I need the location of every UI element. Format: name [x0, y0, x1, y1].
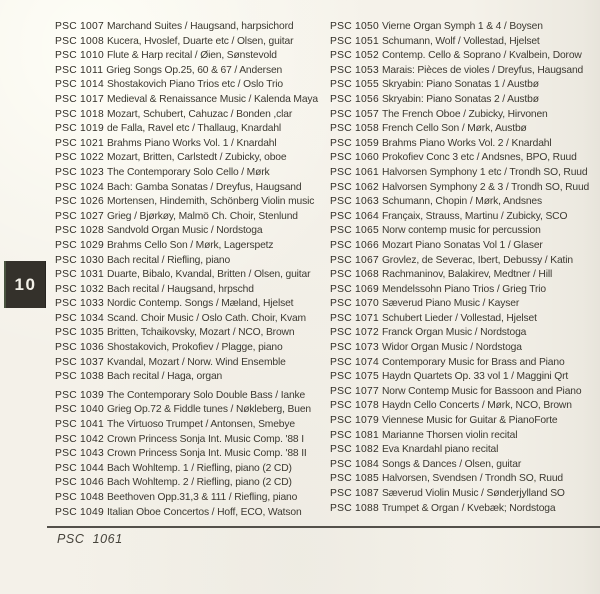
catalog-entry	[330, 64, 589, 79]
catalog-entry	[330, 35, 589, 50]
catalog-code: PSC 1039	[55, 389, 104, 401]
catalog-title: Viennese Music for Guitar & PianoForte	[381, 415, 558, 427]
catalog-code: PSC 1063	[330, 196, 379, 208]
catalog-code: PSC 1028	[55, 225, 104, 237]
catalog-title: The Contemporary Solo Double Bass / Ianke	[106, 389, 306, 401]
footer-divider	[47, 526, 600, 528]
catalog-entry	[330, 20, 589, 35]
catalog-code: PSC 1078	[330, 400, 379, 412]
catalog-entry	[55, 195, 318, 210]
catalog-entry	[330, 181, 589, 196]
catalog-title: Kucera, Hvoslef, Duarte etc / Olsen, guitar	[106, 35, 294, 47]
catalog-title: Halvorsen Symphony 1 etc / Trondh SO, Ruud	[381, 166, 588, 178]
catalog-code: PSC 1055	[330, 79, 379, 91]
catalog-entry	[55, 137, 318, 152]
catalog-title: Widor Organ Music / Nordstoga	[381, 342, 522, 354]
footer-catalog-number: PSC 1061	[57, 532, 123, 546]
catalog-title: Medieval & Renaissance Music / Kalenda Maya	[106, 93, 318, 105]
catalog-title: Italian Oboe Concertos / Hoff, ECO, Watson	[106, 506, 302, 518]
catalog-entry	[55, 370, 318, 385]
catalog-title: Franck Organ Music / Nordstoga	[381, 327, 527, 339]
catalog-code: PSC 1011	[55, 64, 104, 76]
catalog-code: PSC 1043	[55, 448, 104, 460]
catalog-title: Skryabin: Piano Sonatas 1 / Austbø	[381, 79, 539, 91]
catalog-entry	[330, 122, 589, 137]
catalog-title: Prokofiev Conc 3 etc / Andsnes, BPO, Ruud	[381, 152, 577, 164]
catalog-title: Bach recital / Haga, organ	[106, 371, 223, 383]
catalog-entry	[55, 326, 318, 341]
catalog-title: Songs & Dances / Olsen, guitar	[381, 458, 522, 470]
catalog-entry	[330, 399, 589, 414]
catalog-code: PSC 1066	[330, 239, 379, 251]
catalog-title: Crown Princess Sonja Int. Music Comp. '88 II	[106, 448, 307, 460]
catalog-entry	[330, 224, 589, 239]
page-number: 10	[14, 274, 37, 294]
catalog-entry	[55, 93, 318, 108]
catalog-code: PSC 1064	[330, 210, 379, 222]
catalog-entry	[330, 151, 589, 166]
catalog-entry	[55, 356, 318, 371]
page-number-badge	[4, 261, 46, 308]
catalog-title: Skryabin: Piano Sonatas 2 / Austbø	[381, 93, 539, 105]
catalog-entry	[55, 297, 318, 312]
catalog-code: PSC 1088	[330, 502, 379, 514]
catalog-title: Bach recital / Riefling, piano	[106, 254, 231, 266]
catalog-code: PSC 1067	[330, 254, 379, 266]
catalog-code: PSC 1060	[330, 152, 379, 164]
catalog-code: PSC 1062	[330, 181, 379, 193]
catalog-code: PSC 1061	[330, 166, 379, 178]
catalog-entry	[55, 239, 318, 254]
catalog-code: PSC 1087	[330, 488, 379, 499]
catalog-entry	[55, 224, 318, 239]
catalog-code: PSC 1052	[330, 50, 379, 62]
catalog-entry	[330, 283, 589, 298]
catalog-entry	[330, 326, 589, 341]
catalog-code: PSC 1050	[330, 21, 379, 32]
catalog-entry	[55, 64, 318, 79]
catalog-title: Mozart, Schubert, Cahuzac / Bonden ,clar	[106, 108, 293, 120]
catalog-entry	[330, 93, 589, 108]
catalog-code: PSC 1069	[330, 283, 379, 295]
catalog-entry	[330, 472, 589, 487]
catalog-title: Norw contemp music for percussion	[381, 225, 541, 237]
catalog-code: PSC 1058	[330, 123, 379, 135]
catalog-code: PSC 1035	[55, 327, 104, 339]
catalog-code: PSC 1040	[55, 404, 104, 416]
catalog-entry	[330, 268, 589, 283]
catalog-entry	[330, 414, 589, 429]
catalog-title: Mendelssohn Piano Trios / Grieg Trio	[381, 283, 546, 295]
catalog-entry	[330, 49, 589, 64]
catalog-title: Mozart Piano Sonatas Vol 1 / Glaser	[381, 239, 543, 251]
catalog-entry	[55, 49, 318, 64]
catalog-entry	[55, 447, 318, 462]
catalog-entry	[330, 195, 589, 210]
catalog-code: PSC 1077	[330, 385, 379, 397]
catalog-title: Schubert Lieder / Vollestad, Hjelset	[381, 312, 537, 324]
catalog-title: Grovlez, de Severac, Ibert, Debussy / Katin	[381, 254, 573, 266]
catalog-entry	[55, 181, 318, 196]
catalog-title: The French Oboe / Zubicky, Hirvonen	[381, 108, 548, 120]
catalog-code: PSC 1059	[330, 137, 379, 149]
catalog-code: PSC 1033	[55, 298, 104, 310]
catalog-code: PSC 1053	[330, 64, 379, 76]
catalog-title: Brahms Piano Works Vol. 1 / Knardahl	[106, 137, 277, 149]
catalog-title: Grieg Op.72 & Fiddle tunes / Nøkleberg, Buen	[106, 404, 311, 416]
catalog-code: PSC 1082	[330, 444, 379, 456]
catalog-title: Bach: Gamba Sonatas / Dreyfus, Haugsand	[106, 181, 302, 193]
catalog-title: de Falla, Ravel etc / Thallaug, Knardahl	[106, 123, 282, 135]
catalog-code: PSC 1017	[55, 93, 104, 105]
catalog-entry	[330, 429, 589, 444]
catalog-code: PSC 1010	[55, 50, 104, 62]
catalog-entry	[55, 35, 318, 50]
catalog-code: PSC 1046	[55, 477, 104, 489]
catalog-entry	[55, 268, 318, 283]
catalog-entry	[55, 283, 318, 298]
catalog-entry	[330, 458, 589, 473]
catalog-code: PSC 1021	[55, 137, 104, 149]
catalog-entry	[330, 487, 589, 502]
catalog-entry	[55, 210, 318, 225]
catalog-entry	[55, 491, 318, 506]
catalog-code: PSC 1065	[330, 225, 379, 237]
catalog-entry	[330, 78, 589, 93]
catalog-entry	[55, 20, 318, 35]
catalog-title: Flute & Harp recital / Øien, Sønstevold	[106, 50, 277, 62]
catalog-entry	[330, 356, 589, 371]
catalog-title: Bach recital / Haugsand, hrpschd	[106, 283, 254, 295]
catalog-title: Eva Knardahl piano recital	[381, 444, 499, 456]
catalog-code: PSC 1042	[55, 433, 104, 445]
catalog-code: PSC 1081	[330, 429, 379, 441]
catalog-entry	[55, 433, 318, 448]
catalog-code: PSC 1056	[330, 93, 379, 105]
catalog-code: PSC 1048	[55, 492, 104, 503]
catalog-entry	[330, 297, 589, 312]
catalog-title: Grieg Songs Op.25, 60 & 67 / Andersen	[106, 64, 283, 76]
catalog-entry	[330, 341, 589, 356]
catalog-code: PSC 1084	[330, 458, 379, 470]
catalog-title: Marianne Thorsen violin recital	[381, 429, 518, 441]
catalog-code: PSC 1074	[330, 356, 379, 368]
catalog-title: Grieg / Bjørkøy, Malmö Ch. Choir, Stenlund	[106, 210, 298, 222]
catalog-title: French Cello Son / Mørk, Austbø	[381, 123, 527, 135]
catalog-title: Bach Wohltemp. 1 / Riefling, piano (2 CD)	[106, 462, 292, 474]
catalog-code: PSC 1051	[330, 35, 379, 47]
catalog-title: Brahms Cello Son / Mørk, Lagerspetz	[106, 239, 274, 251]
catalog-entry	[55, 506, 318, 521]
catalog-title: Scand. Choir Music / Oslo Cath. Choir, Kvam	[106, 312, 306, 324]
catalog-code: PSC 1038	[55, 371, 104, 383]
catalog-code: PSC 1073	[330, 342, 379, 354]
catalog-title: Mozart, Britten, Carlstedt / Zubicky, oboe	[106, 152, 287, 164]
catalog-code: PSC 1085	[330, 473, 379, 485]
catalog-entry	[330, 312, 589, 327]
catalog-code: PSC 1023	[55, 166, 104, 178]
catalog-title: Contemporary Music for Brass and Piano	[381, 356, 565, 368]
catalog-title: Schumann, Wolf / Vollestad, Hjelset	[381, 35, 540, 47]
catalog-code: PSC 1068	[330, 269, 379, 281]
catalog-entry	[55, 108, 318, 123]
catalog-code: PSC 1031	[55, 269, 104, 281]
catalog-title: Shostakovich Piano Trios etc / Oslo Trio	[106, 79, 283, 91]
catalog-title: Shostakovich, Prokofiev / Plagge, piano	[106, 342, 283, 354]
catalog-title: The Contemporary Solo Cello / Mørk	[106, 166, 270, 178]
catalog-entry	[55, 122, 318, 137]
catalog-code: PSC 1026	[55, 196, 104, 208]
catalog-title: Halvorsen Symphony 2 & 3 / Trondh SO, Ruud	[381, 181, 590, 193]
catalog-title: Nordic Contemp. Songs / Mæland, Hjelset	[106, 298, 294, 310]
catalog-entry	[330, 385, 589, 400]
catalog-title: Mortensen, Hindemith, Schönberg Violin music	[106, 196, 315, 208]
catalog-title: Halvorsen, Svendsen / Trondh SO, Ruud	[381, 473, 563, 485]
catalog-entry	[55, 254, 318, 269]
catalog-code: PSC 1044	[55, 462, 104, 474]
catalog-title: Vierne Organ Symph 1 & 4 / Boysen	[381, 21, 543, 32]
catalog-entry	[55, 341, 318, 356]
catalog-title: Brahms Piano Works Vol. 2 / Knardahl	[381, 137, 552, 149]
catalog-title: The Virtuoso Trumpet / Antonsen, Smebye	[106, 419, 295, 431]
catalog-title: Marais: Pièces de violes / Dreyfus, Haugsand	[381, 64, 584, 76]
catalog-code: PSC 1029	[55, 239, 104, 251]
catalog-entry	[330, 443, 589, 458]
catalog-entry	[330, 370, 589, 385]
catalog-entry	[330, 166, 589, 181]
catalog-entry	[330, 108, 589, 123]
catalog-title: Crown Princess Sonja Int. Music Comp. '88 I	[106, 433, 304, 445]
catalog-code: PSC 1036	[55, 342, 104, 354]
catalog-code: PSC 1007	[55, 21, 104, 32]
catalog-entry	[330, 254, 589, 269]
catalog-entry	[330, 210, 589, 225]
catalog-code: PSC 1032	[55, 283, 104, 295]
catalog-code: PSC 1034	[55, 312, 104, 324]
catalog-title: Sæverud Violin Music / Sønderjylland SO	[381, 488, 565, 499]
catalog-title: Rachmaninov, Balakirev, Medtner / Hill	[381, 269, 553, 281]
catalog-entry	[55, 151, 318, 166]
catalog-column-right	[330, 20, 589, 516]
catalog-title: Schumann, Chopin / Mørk, Andsnes	[381, 196, 542, 208]
catalog-code: PSC 1019	[55, 123, 104, 135]
catalog-entry	[330, 502, 589, 517]
catalog-entry	[55, 78, 318, 93]
catalog-code: PSC 1030	[55, 254, 104, 266]
catalog-title: Britten, Tchaikovsky, Mozart / NCO, Brown	[106, 327, 295, 339]
catalog-entry	[55, 166, 318, 181]
catalog-code: PSC 1072	[330, 327, 379, 339]
catalog-code: PSC 1041	[55, 419, 104, 431]
catalog-title: Sandvold Organ Music / Nordstoga	[106, 225, 263, 237]
catalog-column-left	[55, 20, 318, 520]
catalog-entry	[55, 462, 318, 477]
catalog-code: PSC 1057	[330, 108, 379, 120]
catalog-title: Contemp. Cello & Soprano / Kvalbein, Dorow	[381, 50, 582, 62]
catalog-code: PSC 1037	[55, 356, 104, 368]
catalog-code: PSC 1008	[55, 35, 104, 47]
catalog-entry	[330, 137, 589, 152]
catalog-code: PSC 1022	[55, 152, 104, 164]
catalog-title: Sæverud Piano Music / Kayser	[381, 298, 520, 310]
catalog-entry	[55, 312, 318, 327]
catalog-title: Duarte, Bibalo, Kvandal, Britten / Olsen, guitar	[106, 269, 311, 281]
catalog-entry	[330, 239, 589, 254]
catalog-code: PSC 1075	[330, 371, 379, 383]
catalog-code: PSC 1014	[55, 79, 104, 91]
catalog-code: PSC 1027	[55, 210, 104, 222]
catalog-code: PSC 1071	[330, 312, 379, 324]
catalog-entry	[55, 418, 318, 433]
catalog-title: Bach Wohltemp. 2 / Riefling, piano (2 CD)	[106, 477, 292, 489]
catalog-code: PSC 1018	[55, 108, 104, 120]
catalog-code: PSC 1070	[330, 298, 379, 310]
catalog-title: Marchand Suites / Haugsand, harpsichord	[106, 21, 294, 32]
catalog-entry	[55, 389, 318, 404]
catalog-title: Beethoven Opp.31,3 & 111 / Riefling, piano	[106, 492, 298, 503]
catalog-title: Norw Contemp Music for Bassoon and Piano	[381, 385, 582, 397]
catalog-title: Trumpet & Organ / Kvebæk; Nordstoga	[381, 502, 556, 514]
catalog-title: Haydn Cello Concerts / Mørk, NCO, Brown	[381, 400, 572, 412]
catalog-code: PSC 1049	[55, 506, 104, 518]
catalog-code: PSC 1024	[55, 181, 104, 193]
catalog-title: Françaix, Strauss, Martinu / Zubicky, SCO	[381, 210, 568, 222]
catalog-title: Kvandal, Mozart / Norw. Wind Ensemble	[106, 356, 286, 368]
catalog-entry	[55, 403, 318, 418]
catalog-entry	[55, 476, 318, 491]
catalog-code: PSC 1079	[330, 415, 379, 427]
catalog-title: Haydn Quartets Op. 33 vol 1 / Maggini Qrt	[381, 371, 569, 383]
